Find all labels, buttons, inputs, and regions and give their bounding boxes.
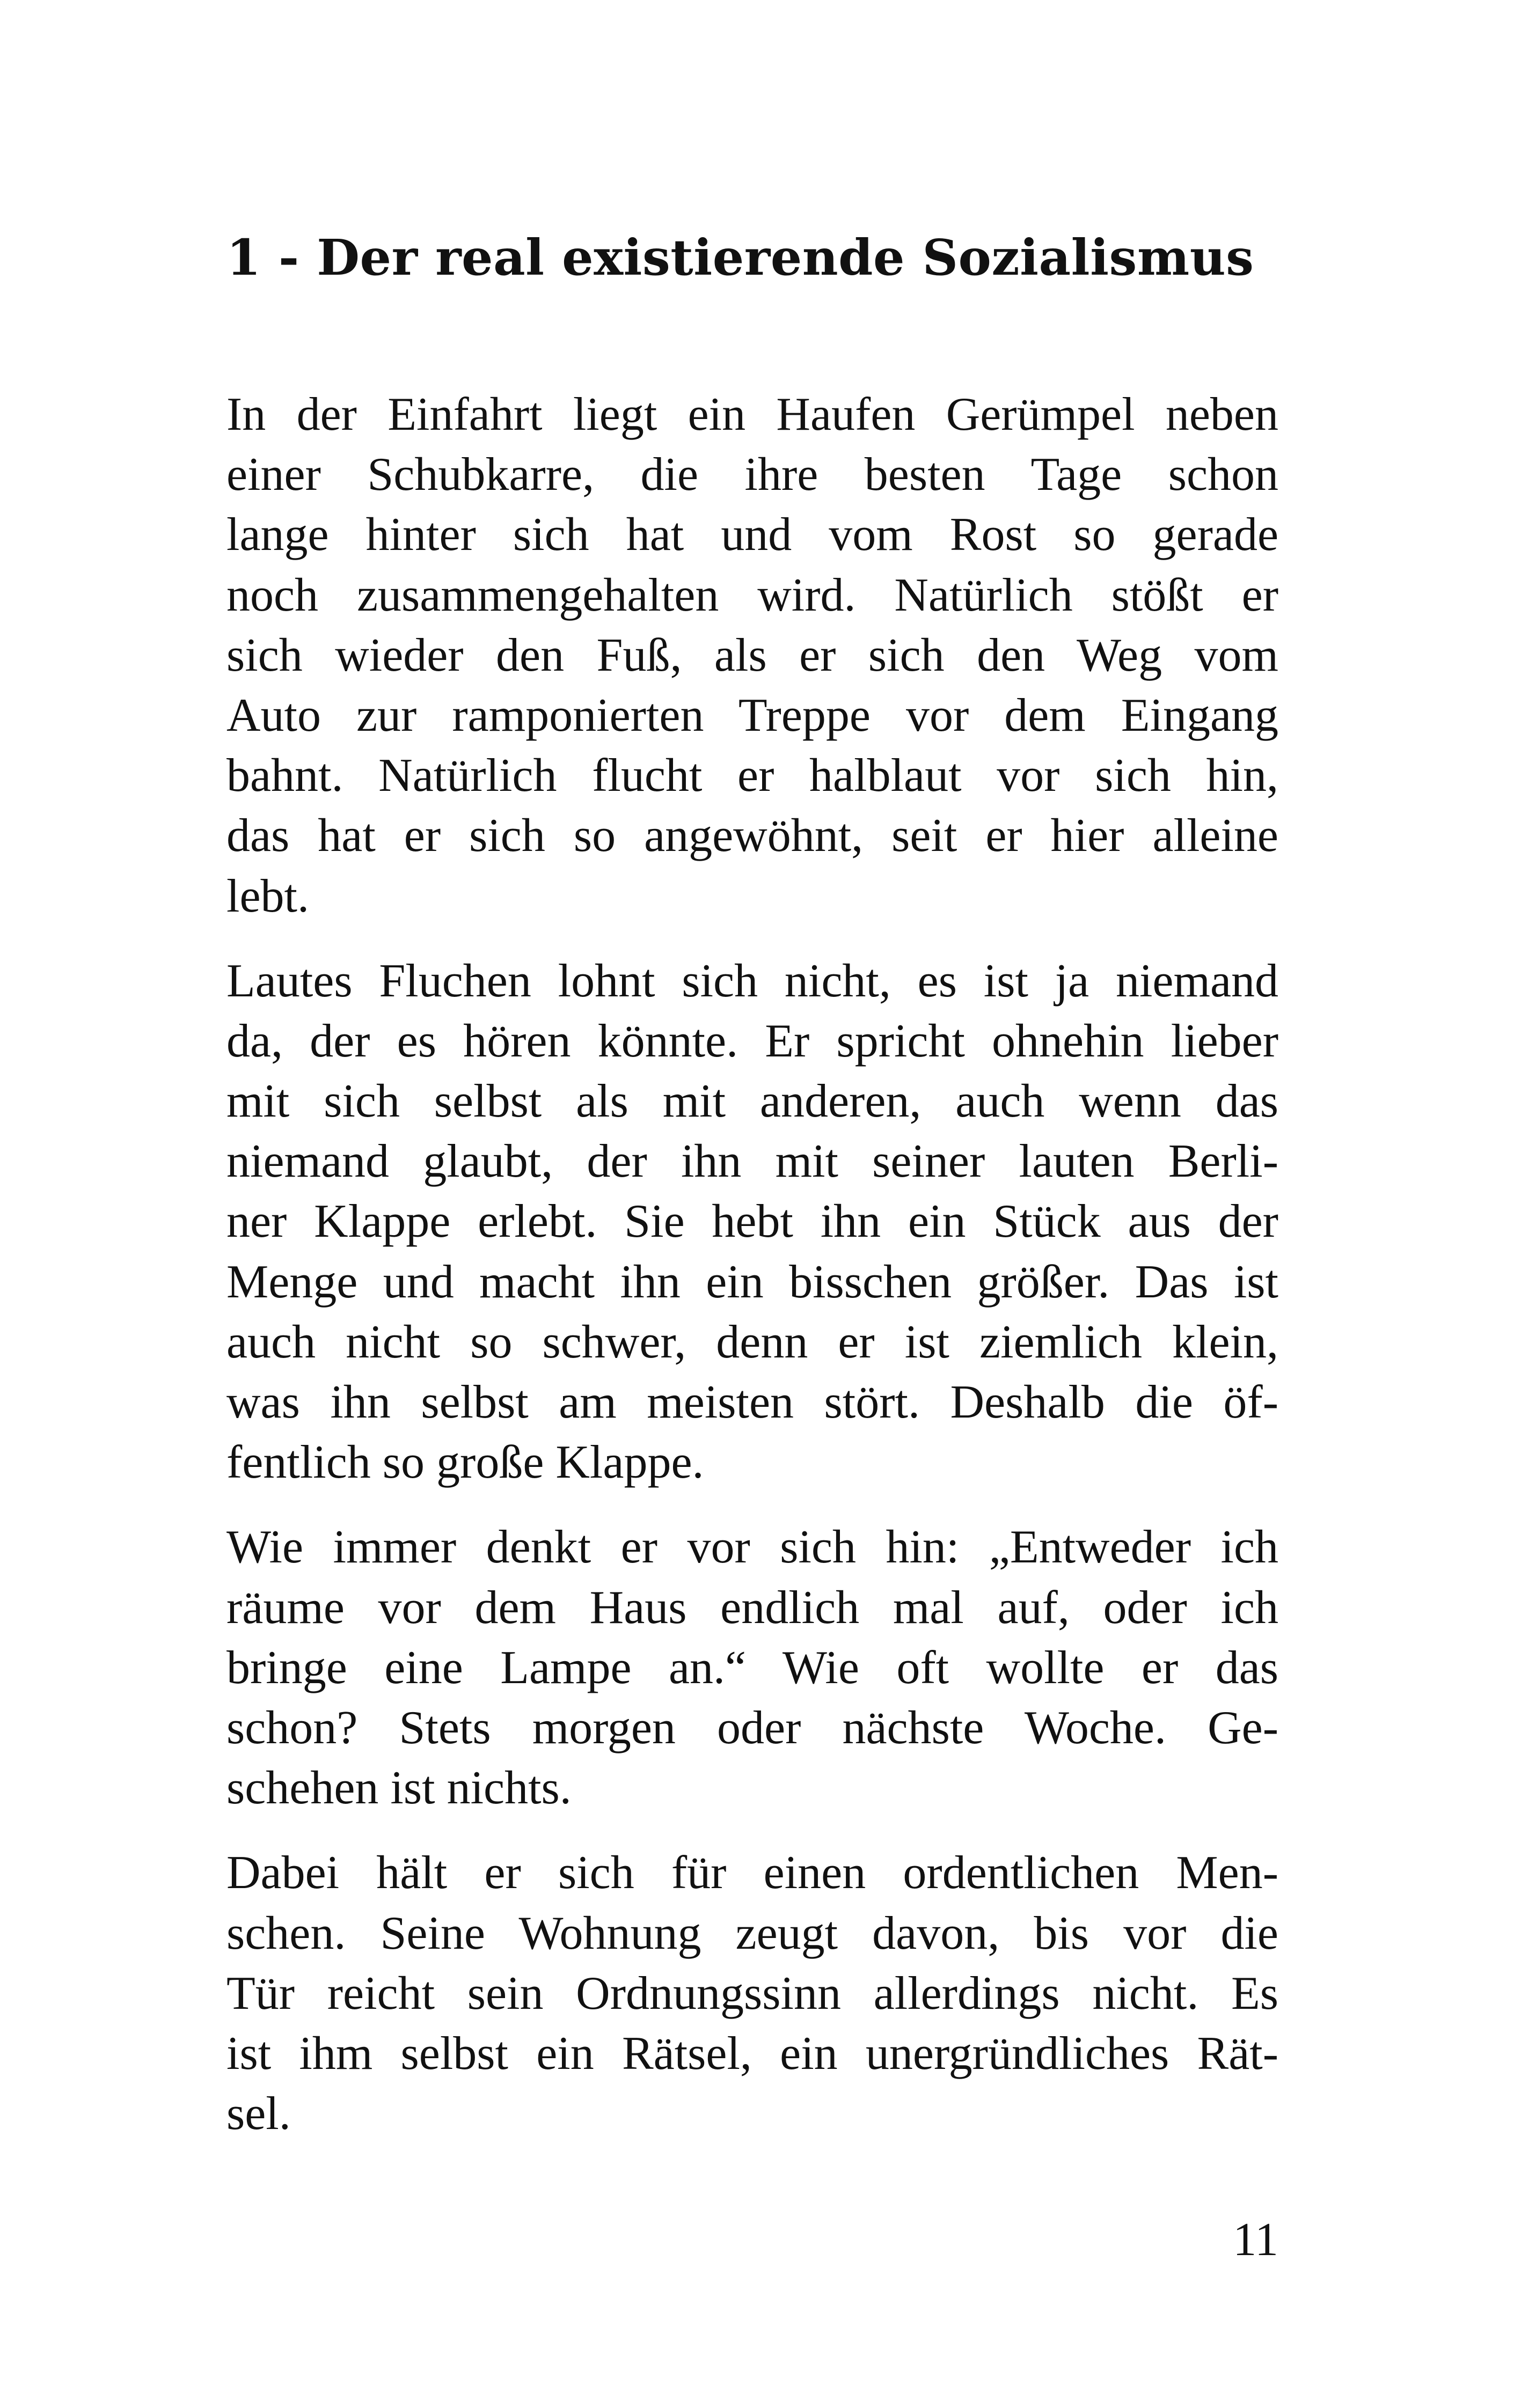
text-line: niemand glaubt, der ihn mit seiner lauten Berli- bbox=[226, 1135, 1278, 1188]
text-line: da, der es hören könnte. Er spricht ohnehin lieber bbox=[226, 1015, 1278, 1067]
text-line: was ihn selbst am meisten stört. Deshalb die öf- bbox=[226, 1376, 1278, 1428]
text-line: Wie immer denkt er vor sich hin: „Entweder ich bbox=[226, 1521, 1278, 1574]
text-line: das hat er sich so angewöhnt, seit er hier alleine bbox=[226, 810, 1278, 862]
text-line: auch nicht so schwer, denn er ist ziemlich klein, bbox=[226, 1316, 1278, 1368]
paragraph-2 bbox=[226, 951, 1278, 1493]
text-line: Tür reicht sein Ordnungssinn allerdings nicht. Es bbox=[226, 1967, 1278, 2020]
text-line: räume vor dem Haus endlich mal auf, oder ich bbox=[226, 1581, 1278, 1634]
text-line: bahnt. Natürlich flucht er halblaut vor sich hin, bbox=[226, 750, 1278, 802]
text-line: schon? Stets morgen oder nächste Woche. Ge- bbox=[226, 1701, 1278, 1754]
chapter-title: 1 - Der real existierende Sozialismus bbox=[226, 229, 1254, 287]
text-line: lange hinter sich hat und vom Rost so gerade bbox=[226, 509, 1278, 561]
book-page bbox=[226, 0, 1278, 2408]
text-line: Lautes Fluchen lohnt sich nicht, es ist ja niemand bbox=[226, 955, 1278, 1007]
text-line: Dabei hält er sich für einen ordentlichen Men- bbox=[226, 1847, 1278, 1899]
text-line: sel. bbox=[226, 2088, 291, 2140]
text-line: lebt. bbox=[226, 870, 309, 922]
paragraph-3 bbox=[226, 1517, 1278, 1818]
text-line: mit sich selbst als mit anderen, auch wenn das bbox=[226, 1075, 1278, 1128]
text-line: Menge und macht ihn ein bisschen größer. Das ist bbox=[226, 1256, 1278, 1308]
text-line: sich wieder den Fuß, als er sich den Weg vom bbox=[226, 629, 1278, 681]
page-number: 11 bbox=[1233, 2214, 1278, 2266]
text-line: bringe eine Lampe an.“ Wie oft wollte er das bbox=[226, 1641, 1278, 1694]
text-line: In der Einfahrt liegt ein Haufen Gerümpel neben bbox=[226, 388, 1278, 441]
text-line: einer Schubkarre, die ihre besten Tage schon bbox=[226, 449, 1278, 501]
text-line: schehen ist nichts. bbox=[226, 1762, 572, 1815]
text-line: ner Klappe erlebt. Sie hebt ihn ein Stück aus der bbox=[226, 1195, 1278, 1248]
text-line: fentlich so große Klappe. bbox=[226, 1436, 704, 1489]
text-line: ist ihm selbst ein Rätsel, ein unergründliches Rät- bbox=[226, 2027, 1278, 2080]
text-line: Auto zur ramponierten Treppe vor dem Eingang bbox=[226, 689, 1278, 742]
text-line: schen. Seine Wohnung zeugt davon, bis vor die bbox=[226, 1907, 1278, 1959]
paragraph-4 bbox=[226, 1843, 1278, 2144]
text-line: noch zusammengehalten wird. Natürlich stößt er bbox=[226, 569, 1278, 621]
chapter-body bbox=[226, 385, 1278, 2144]
paragraph-1 bbox=[226, 385, 1278, 927]
